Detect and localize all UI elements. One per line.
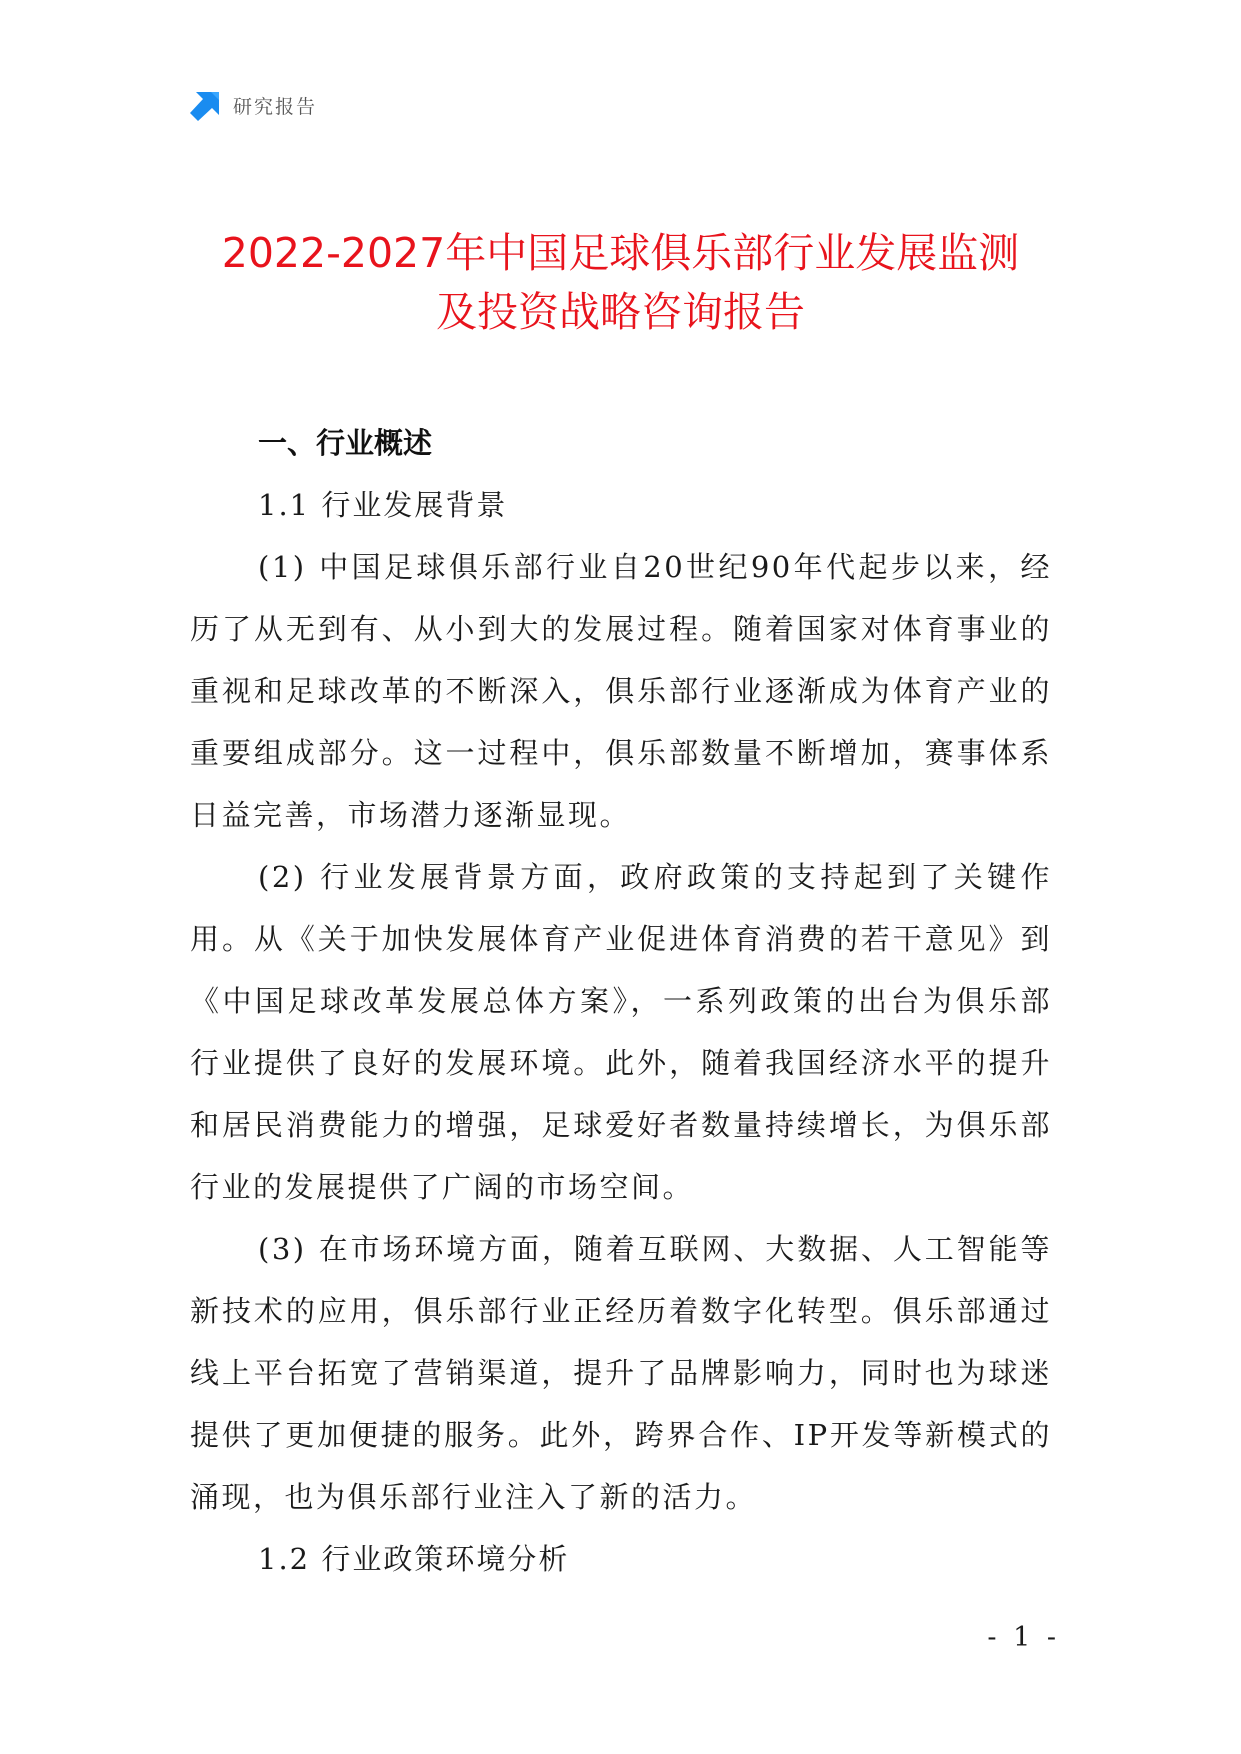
header-label: 研究报告	[233, 95, 318, 118]
paragraph-2: (2) 行业发展背景方面，政府政策的支持起到了关键作用。从《关于加快发展体育产业促进体育消费的若干意见》到《中国足球改革发展总体方案》，一系列政策的出台为俱乐部行业提供了良好的发展环境。此外，随着我国经济水平的提升和居民消费能力的增强，足球爱好者数量持续增长，为俱乐部行业的发展提供了广阔的市场空间。	[190, 860, 1052, 1204]
title-line-1: 2022-2027年中国足球俱乐部行业发展监测	[221, 229, 1020, 277]
arrow-up-right-icon	[190, 90, 221, 121]
section-heading: 一、行业概述	[258, 426, 433, 460]
title-line-2: 及投资战略咨询报告	[436, 288, 805, 336]
document-title	[150, 224, 1091, 342]
subsection-heading-1-1: 1.1 行业发展背景	[258, 488, 508, 522]
subsection-heading-1-2: 1.2 行业政策环境分析	[258, 1542, 570, 1576]
paragraph-3: (3) 在市场环境方面，随着互联网、大数据、人工智能等新技术的应用，俱乐部行业正经历着数字化转型。俱乐部通过线上平台拓宽了营销渠道，提升了品牌影响力，同时也为球迷提供了更加便捷的服务。此外，跨界合作、IP开发等新模式的涌现，也为俱乐部行业注入了新的活力。	[190, 1232, 1052, 1514]
page-number: - 1 -	[987, 1622, 1060, 1653]
page-header	[190, 88, 317, 122]
paragraph-1: (1) 中国足球俱乐部行业自20世纪90年代起步以来，经历了从无到有、从小到大的发展过程。随着国家对体育事业的重视和足球改革的不断深入，俱乐部行业逐渐成为体育产业的重要组成部分。这一过程中，俱乐部数量不断增加，赛事体系日益完善，市场潜力逐渐显现。	[190, 550, 1052, 832]
document-body	[190, 412, 1052, 1590]
